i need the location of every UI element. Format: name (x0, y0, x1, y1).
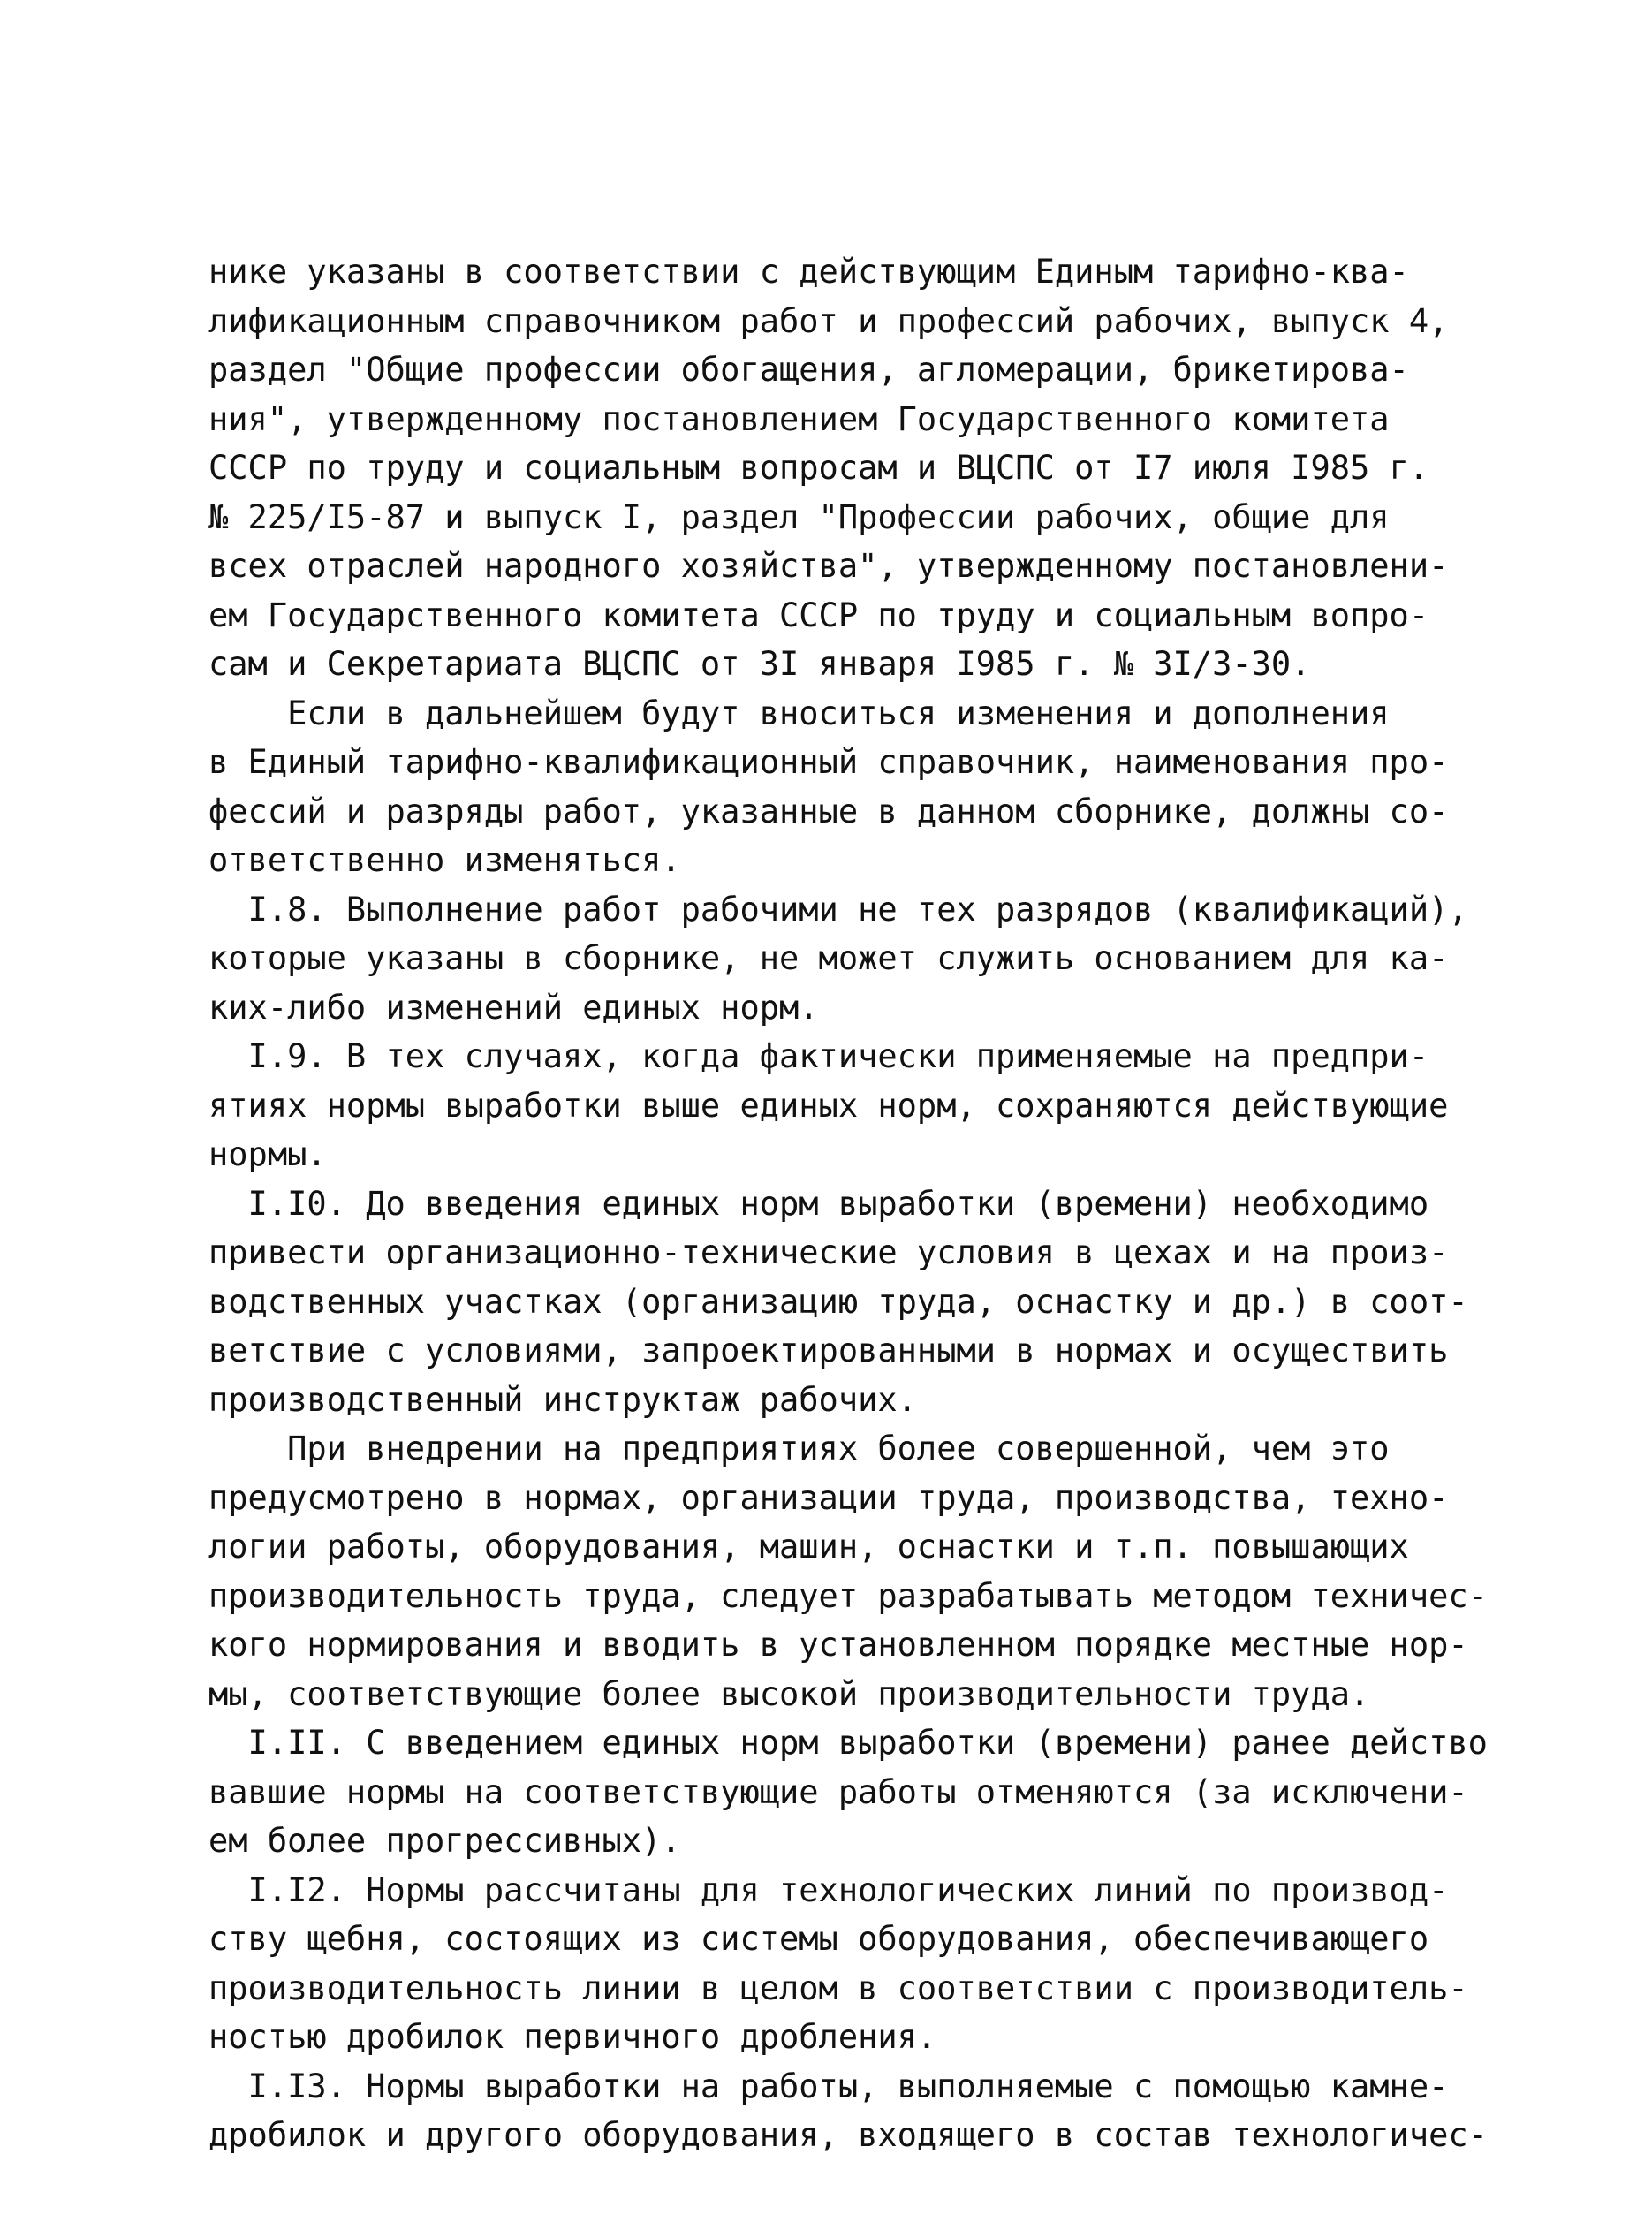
text-line: ния", утвержденному постановлением Государственного комитета (208, 399, 1390, 438)
paragraph-start-line: При внедрении на предприятиях более совершенной, чем это (208, 1430, 1390, 1468)
text-line: ятиях нормы выработки выше единых норм, сохраняются действующие (208, 1086, 1449, 1125)
text-line: ностью дробилок первичного дробления. (208, 2018, 937, 2056)
text-line: логии работы, оборудования, машин, оснастки и т.п. повышающих (208, 1528, 1409, 1566)
text-line: производительность труда, следует разрабатывать методом техничес- (208, 1576, 1488, 1615)
text-line: предусмотрено в нормах, организации труда, производства, техно- (208, 1478, 1449, 1517)
text-line: лификационным справочником работ и профессий рабочих, выпуск 4, (208, 301, 1449, 340)
text-line: производительность линии в целом в соответствии с производитель- (208, 1968, 1468, 2007)
text-line: ветствие с условиями, запроектированными в нормах и осуществить (208, 1331, 1449, 1369)
text-line: нике указаны в соответствии с действующим Единым тарифно-ква- (208, 253, 1409, 291)
text-line: дробилок и другого оборудования, входящего в состав технологичес- (208, 2116, 1488, 2154)
text-line: привести организационно-технические условия в цехах и на произ- (208, 1233, 1449, 1271)
section-1-13-line: I.I3. Нормы выработки на работы, выполняемые с помощью камне- (208, 2067, 1449, 2105)
text-line: сам и Секретариата ВЦСПС от 3I января I985 г. № 3I/3-30. (208, 645, 1311, 683)
text-line: ем более прогрессивных). (208, 1822, 681, 1860)
text-line: № 225/I5-87 и выпуск I, раздел "Профессии рабочих, общие для (208, 497, 1390, 536)
paragraph-start-line: Если в дальнейшем будут вноситься изменения и дополнения (208, 694, 1390, 732)
text-line: СССР по труду и социальным вопросам и ВЦСПС от I7 июля I985 г. (208, 449, 1429, 487)
document-body (208, 247, 1488, 2160)
text-line: которые указаны в сборнике, не может служить основанием для ка- (208, 939, 1449, 977)
section-1-12-line: I.I2. Нормы рассчитаны для технологических линий по производ- (208, 1870, 1449, 1909)
section-1-8-line: I.8. Выполнение работ рабочими не тех разрядов (квалификаций), (208, 890, 1468, 929)
text-line: в Единый тарифно-квалификационный справочник, наименования про- (208, 743, 1449, 781)
text-line: вавшие нормы на соответствующие работы отменяются (за исключени- (208, 1772, 1468, 1811)
text-line: ких-либо изменений единых норм. (208, 988, 819, 1027)
section-1-10-line: I.I0. До введения единых норм выработки (времени) необходимо (208, 1184, 1429, 1223)
text-line: мы, соответствующие более высокой производительности труда. (208, 1674, 1370, 1713)
section-1-11-line: I.II. С введением единых норм выработки (времени) ранее действо (208, 1724, 1488, 1762)
text-line: раздел "Общие профессии обогащения, агломерации, брикетирова- (208, 351, 1409, 389)
text-line: ству щебня, состоящих из системы оборудования, обеспечивающего (208, 1920, 1429, 1958)
section-1-9-line: I.9. В тех случаях, когда фактически применяемые на предпри- (208, 1037, 1429, 1075)
text-line: ем Государственного комитета СССР по труду и социальным вопро- (208, 595, 1429, 634)
text-line: водственных участках (организацию труда, оснастку и др.) в соот- (208, 1282, 1468, 1321)
text-line: производственный инструктаж рабочих. (208, 1380, 917, 1419)
text-line: кого нормирования и вводить в установленном порядке местные нор- (208, 1626, 1468, 1664)
text-line: ответственно изменяться. (208, 841, 681, 879)
text-line: всех отраслей народного хозяйства", утвержденному постановлени- (208, 547, 1449, 585)
text-line: нормы. (208, 1135, 327, 1173)
text-line: фессий и разряды работ, указанные в данном сборнике, должны со- (208, 792, 1449, 831)
